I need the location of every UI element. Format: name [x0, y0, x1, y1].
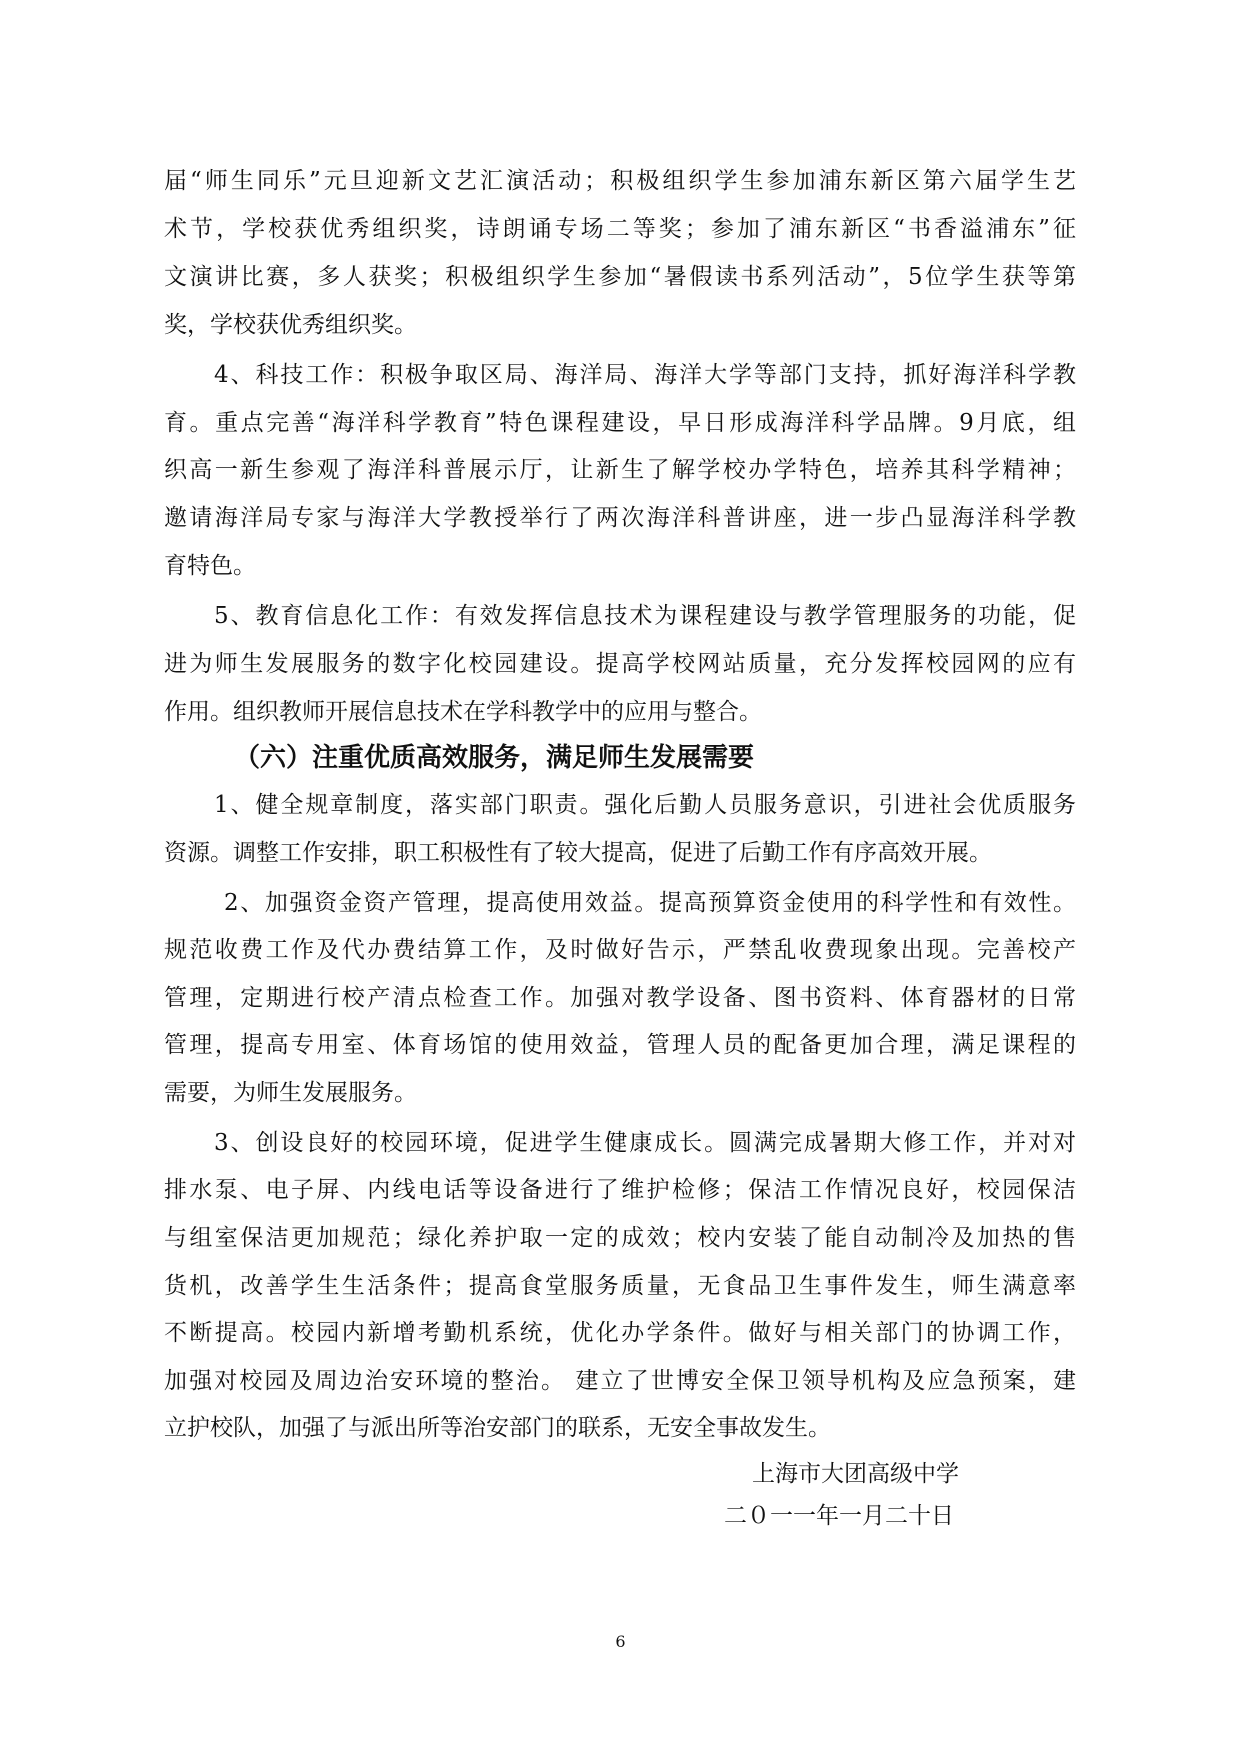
paragraph-line: 加强对校园及周边治安环境的整治。 建立了世博安全保卫领导机构及应急预案，建: [164, 1367, 1076, 1394]
paragraph-line: 奖，学校获优秀组织奖。: [164, 311, 417, 338]
paragraph-line: 育特色。: [164, 552, 256, 579]
paragraph-line: 作用。组织教师开展信息技术在学科教学中的应用与整合。: [164, 698, 762, 725]
paragraph-line: 规范收费工作及代办费结算工作，及时做好告示，严禁乱收费现象出现。完善校产: [164, 937, 1076, 964]
paragraph-line: 管理，定期进行校产清点检查工作。加强对教学设备、图书资料、体育器材的日常: [164, 984, 1076, 1011]
paragraph-line: 管理，提高专用室、体育场馆的使用效益，管理人员的配备更加合理，满足课程的: [164, 1032, 1076, 1059]
paragraph-line: 排水泵、电子屏、内线电话等设备进行了维护检修；保洁工作情况良好，校园保洁: [164, 1177, 1076, 1204]
paragraph-line: 术节，学校获优秀组织奖，诗朗诵专场二等奖；参加了浦东新区“书香溢浦东”征: [164, 216, 1076, 243]
paragraph-line: 邀请海洋局专家与海洋大学教授举行了两次海洋科普讲座，进一步凸显海洋科学教: [164, 505, 1076, 532]
paragraph-line: 织高一新生参观了海洋科普展示厅，让新生了解学校办学特色，培养其科学精神；: [164, 457, 1076, 484]
paragraph-line: 与组室保洁更加规范；绿化养护取一定的成效；校内安装了能自动制冷及加热的售: [164, 1224, 1076, 1251]
page-number: 6: [615, 1632, 626, 1651]
paragraph-line: 3、创设良好的校园环境，促进学生健康成长。圆满完成暑期大修工作，并对对: [214, 1129, 1076, 1156]
paragraph-line: 不断提高。校园内新增考勤机系统，优化办学条件。做好与相关部门的协调工作，: [164, 1320, 1076, 1347]
paragraph-line: 5、教育信息化工作：有效发挥信息技术为课程建设与教学管理服务的功能，促: [214, 603, 1076, 630]
paragraph-line: 进为师生发展服务的数字化校园建设。提高学校网站质量，充分发挥校园网的应有: [164, 650, 1076, 677]
signature-date: 二０一一年一月二十日: [724, 1503, 954, 1529]
signature-organization: 上海市大团高级中学: [752, 1461, 959, 1487]
paragraph-line: 货机，改善学生生活条件；提高食堂服务质量，无食品卫生事件发生，师生满意率: [164, 1272, 1076, 1299]
paragraph-line: 需要，为师生发展服务。: [164, 1079, 417, 1106]
paragraph-line: 届“师生同乐”元旦迎新文艺汇演活动；积极组织学生参加浦东新区第六届学生艺: [164, 168, 1076, 194]
paragraph-line: 立护校队，加强了与派出所等治安部门的联系，无安全事故发生。: [164, 1415, 831, 1442]
section-heading: （六）注重优质高效服务，满足师生发展需要: [234, 743, 755, 774]
paragraph-line: 2、加强资金资产管理，提高使用效益。提高预算资金使用的科学性和有效性。: [224, 889, 1076, 916]
paragraph-line: 4、科技工作：积极争取区局、海洋局、海洋大学等部门支持，抓好海洋科学教: [214, 362, 1076, 389]
paragraph-line: 1、健全规章制度，落实部门职责。强化后勤人员服务意识，引进社会优质服务: [214, 792, 1076, 819]
paragraph-line: 文演讲比赛，多人获奖；积极组织学生参加“暑假读书系列活动”，5位学生获等第: [164, 263, 1076, 290]
paragraph-line: 资源。调整工作安排，职工积极性有了较大提高，促进了后勤工作有序高效开展。: [164, 839, 992, 866]
paragraph-line: 育。重点完善“海洋科学教育”特色课程建设，早日形成海洋科学品牌。9月底，组: [164, 409, 1076, 436]
